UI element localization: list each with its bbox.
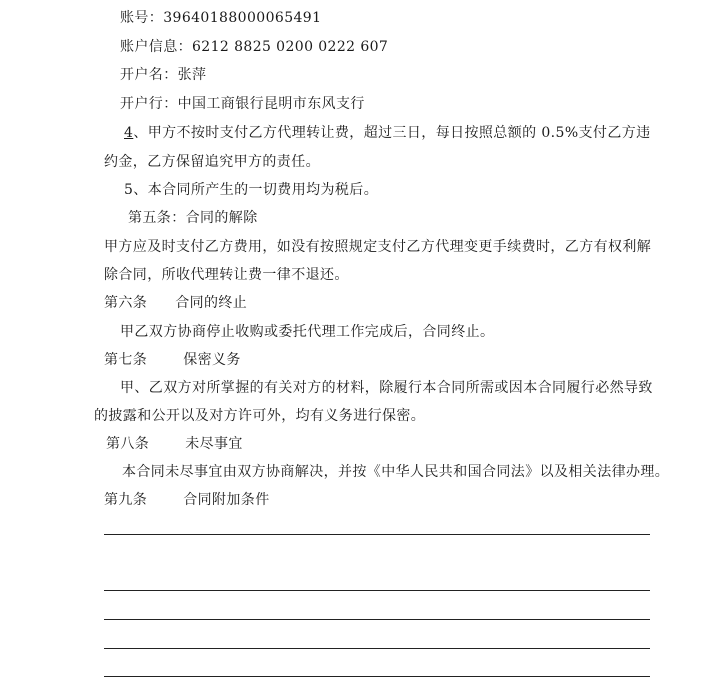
article-6-heading <box>104 293 247 313</box>
opening-bank: 开户行：中国工商银行昆明市东风支行 <box>120 96 365 112</box>
article-9-label: 第九条 <box>104 492 148 508</box>
article-6-title: 合同的终止 <box>175 295 248 311</box>
article-7-line-2: 的披露和公开以及对方许可外，均有义务进行保密。 <box>94 408 426 424</box>
account-number: 账号：39640188000065491 <box>120 10 322 26</box>
article-7-title: 保密义务 <box>183 352 241 368</box>
blank-line-5 <box>104 676 650 677</box>
article-6-label: 第六条 <box>104 295 148 311</box>
blank-line-2 <box>104 590 650 591</box>
article-6-line-1: 甲乙双方协商停止收购或委托代理工作完成后，合同终止。 <box>120 324 495 340</box>
article-5-heading: 第五条：合同的解除 <box>128 210 258 226</box>
article-7-line-1: 甲、乙双方对所掌握的有关对方的材料，除履行本合同所需或因本合同履行必然导致 <box>120 380 653 396</box>
clause-4-number: 4 <box>124 125 134 141</box>
blank-line-4 <box>104 648 650 649</box>
clause-5: 5、本合同所产生的一切费用均为税后。 <box>124 182 379 198</box>
article-9-title: 合同附加条件 <box>183 492 270 508</box>
article-8-heading <box>106 434 243 454</box>
article-5-line-1: 甲方应及时支付乙方费用，如没有按照规定支付乙方代理变更手续费时，乙方有权利解 <box>104 239 652 255</box>
clause-4-line-2: 约金，乙方保留追究甲方的责任。 <box>104 154 320 170</box>
clause-4-text: 、甲方不按时支付乙方代理转让费，超过三日，每日按照总额的 0.5%支付乙方违 <box>133 125 651 141</box>
article-8-line-1: 本合同未尽事宜由双方协商解决，并按《中华人民共和国合同法》以及相关法律办理。 <box>122 464 670 480</box>
blank-line-1 <box>104 534 650 535</box>
clause-4-line-1 <box>124 123 651 143</box>
account-holder: 开户名：张萍 <box>120 67 207 83</box>
article-8-title: 未尽事宜 <box>185 436 243 452</box>
article-8-label: 第八条 <box>106 436 150 452</box>
article-9-heading <box>104 490 270 510</box>
account-info: 账户信息：6212 8825 0200 0222 607 <box>120 39 389 55</box>
article-5-line-2: 除合同，所收代理转让费一律不退还。 <box>104 267 349 283</box>
article-7-heading <box>104 350 241 370</box>
blank-line-3 <box>104 619 650 620</box>
article-7-label: 第七条 <box>104 352 148 368</box>
